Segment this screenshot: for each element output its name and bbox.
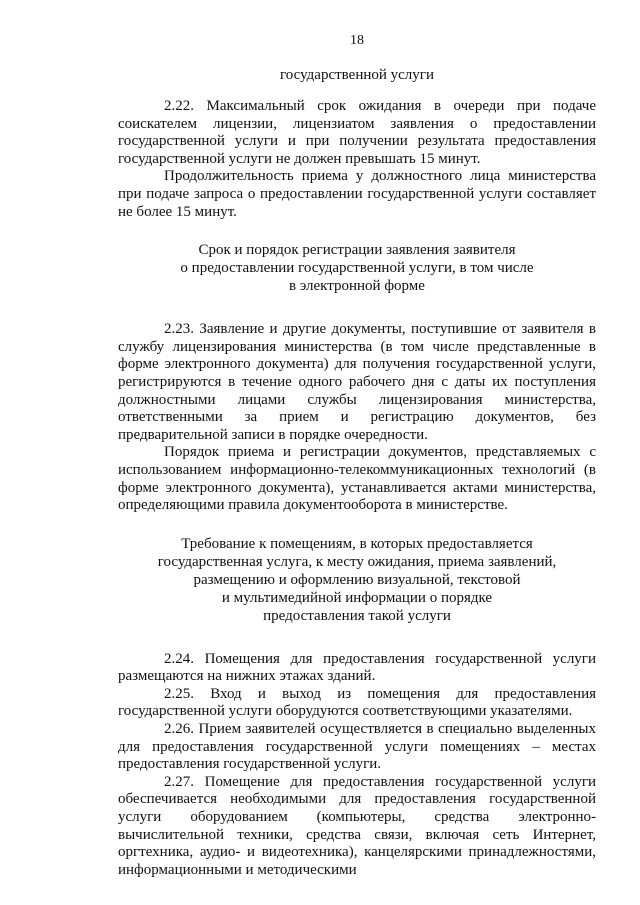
section-title-line: государственная услуга, к месту ожидания, приема заявлений, [157, 553, 557, 570]
section-title-registration [118, 241, 596, 295]
section-title-line: Требование к помещениям, в которых предоставляется [181, 535, 533, 552]
paragraph-reception-duration: Продолжительность приема у должностного лица министерства при подаче запроса о предоставлении государственной услуги составляет не более 15 минут. [118, 168, 596, 220]
paragraph-2-26: 2.26. Прием заявителей осуществляется в специально выделенных для предоставления государственной услуги помещениях – местах предоставления государственной услуги. [118, 721, 596, 773]
paragraph-registration-order: Порядок приема и регистрации документов, представляемых с использованием информационно-телекоммуникационных технологий (в форме электронного документа), устанавливается актами министерства, определяющими правила документооборота в министерстве. [118, 444, 596, 514]
section-title-premises [118, 535, 596, 625]
paragraph-2-25: 2.25. Вход и выход из помещения для предоставления государственной услуги оборудуются соответствующими указателями. [118, 685, 596, 720]
page-number: 18 [350, 33, 364, 48]
paragraph-2-27: 2.27. Помещение для предоставления государственной услуги обеспечивается необходимыми для предоставления государственной услуги оборудованием (компьютеры, средства электронно-вычислительной техники, средства связи, включая сеть Интернет, оргтехника, аудио- и видеотехника), канцелярскими принадлежностями, информационными и методическими [118, 773, 596, 878]
section-title-line: предоставления такой услуги [263, 607, 451, 624]
section-title-line: размещению и оформлению визуальной, текстовой [193, 571, 521, 588]
heading-continuation: государственной услуги [280, 67, 434, 83]
section-title-line: о предоставлении государственной услуги, в том числе [180, 260, 534, 277]
paragraph-2-22: 2.22. Максимальный срок ожидания в очереди при подаче соискателем лицензии, лицензиатом заявления о предоставлении государственной услуги и при получении результата предоставления государственной услуги не должен превышать 15 минут. [118, 98, 596, 167]
paragraph-2-23: 2.23. Заявление и другие документы, поступившие от заявителя в службу лицензирования министерства (в том числе представленные в форме электронного документа) для получения государственной услуги, регистрируются в течение одного рабочего дня с даты их поступления должностными лицами службы лицензирования министерства, ответственными за прием и регистрацию документов, без предварительной записи в порядке очередности. [118, 321, 596, 443]
section-title-line: Срок и порядок регистрации заявления заявителя [198, 242, 516, 259]
section-title-line: в электронной форме [289, 278, 425, 295]
section-title-line: и мультимедийной информации о порядке [221, 589, 493, 606]
paragraph-2-24: 2.24. Помещения для предоставления государственной услуги размещаются на нижних этажах зданий. [118, 650, 596, 685]
